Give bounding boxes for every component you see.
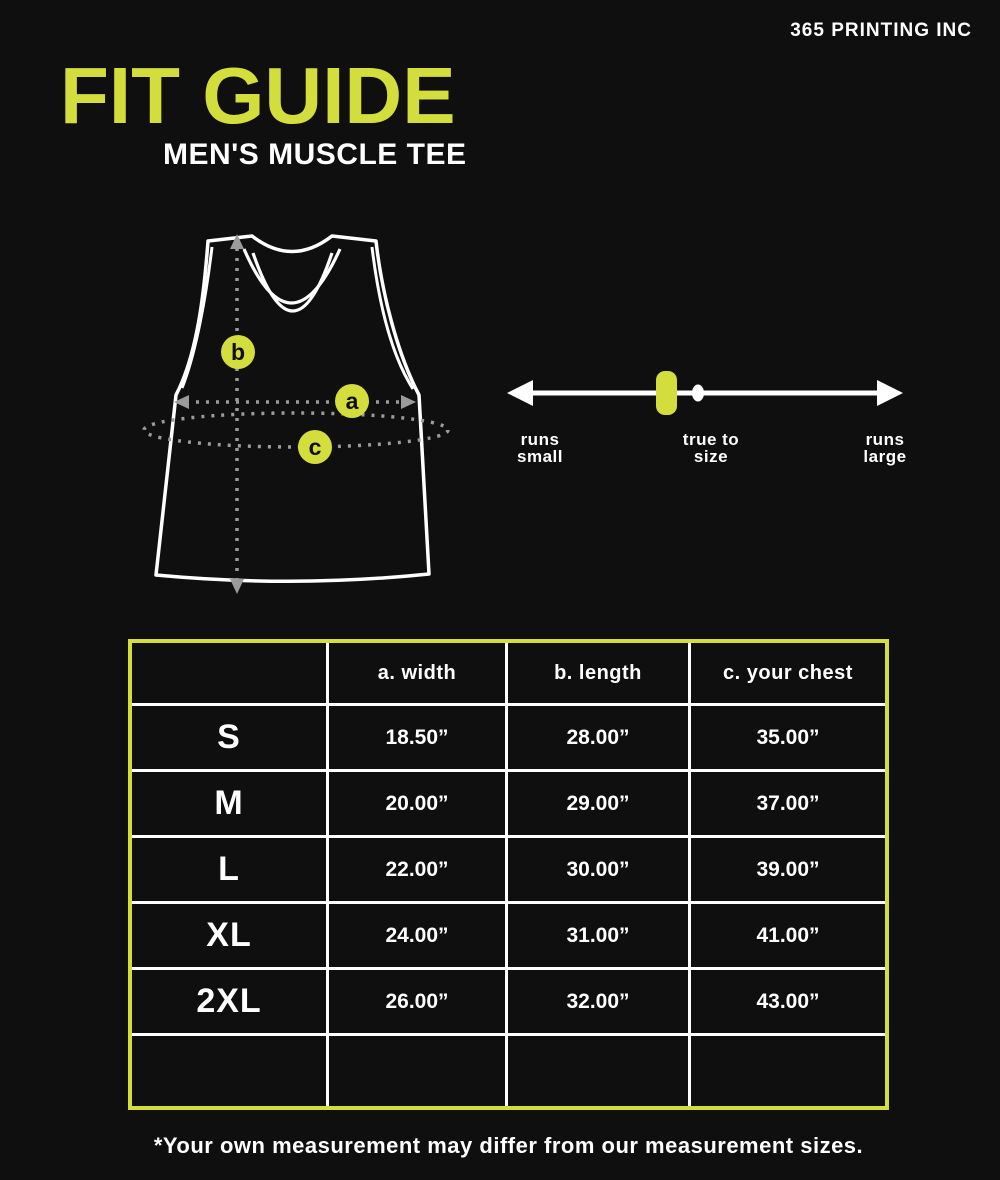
scale-label-runs-large: runs large [863,430,907,466]
scale-center-dot [692,385,704,402]
empty-cell [508,1036,691,1106]
chest-cell: 43.00” [691,970,885,1036]
fit-scale [505,358,905,428]
header-cell-length: b. length [508,643,691,706]
header-cell-width: a. width [329,643,508,706]
chest-cell: 41.00” [691,904,885,970]
muscle-tee-diagram [130,225,470,605]
point-c-label: c [308,434,322,460]
point-b-label: b [230,339,246,365]
size-cell: M [132,772,329,838]
width-cell: 22.00” [329,838,508,904]
length-cell: 28.00” [508,706,691,772]
page-title: FIT GUIDE [60,51,456,140]
chest-cell: 35.00” [691,706,885,772]
brand-text: 365 PRINTING INC [790,20,972,41]
empty-cell [329,1036,508,1106]
point-b-badge [221,335,255,369]
size-cell: XL [132,904,329,970]
size-cell: S [132,706,329,772]
width-cell: 20.00” [329,772,508,838]
point-a-label: a [345,388,359,414]
width-cell: 18.50” [329,706,508,772]
length-cell: 30.00” [508,838,691,904]
chest-cell: 39.00” [691,838,885,904]
width-measure-arrow [174,395,416,409]
page-subtitle: MEN'S MUSCLE TEE [163,138,467,171]
length-cell: 32.00” [508,970,691,1036]
size-cell: L [132,838,329,904]
length-cell: 29.00” [508,772,691,838]
size-table [128,639,889,1110]
point-a-badge [335,384,369,418]
empty-cell [691,1036,885,1106]
point-c-badge [298,430,332,464]
scale-label-true-to-size: true to size [682,430,740,466]
header-cell-blank [132,643,329,706]
collar-outer-line [244,249,340,303]
length-cell: 31.00” [508,904,691,970]
width-cell: 26.00” [329,970,508,1036]
scale-label-runs-small: runs small [517,430,563,466]
width-cell: 24.00” [329,904,508,970]
measurement-disclaimer: *Your own measurement may differ from our measurement sizes. [153,1133,864,1158]
header-cell-chest: c. your chest [691,643,885,706]
scale-arrow [507,380,903,406]
tee-outline [156,236,429,581]
chest-cell: 37.00” [691,772,885,838]
empty-cell [132,1036,329,1106]
size-cell: 2XL [132,970,329,1036]
scale-marker [656,371,677,415]
chest-measure-ellipse [144,413,448,447]
